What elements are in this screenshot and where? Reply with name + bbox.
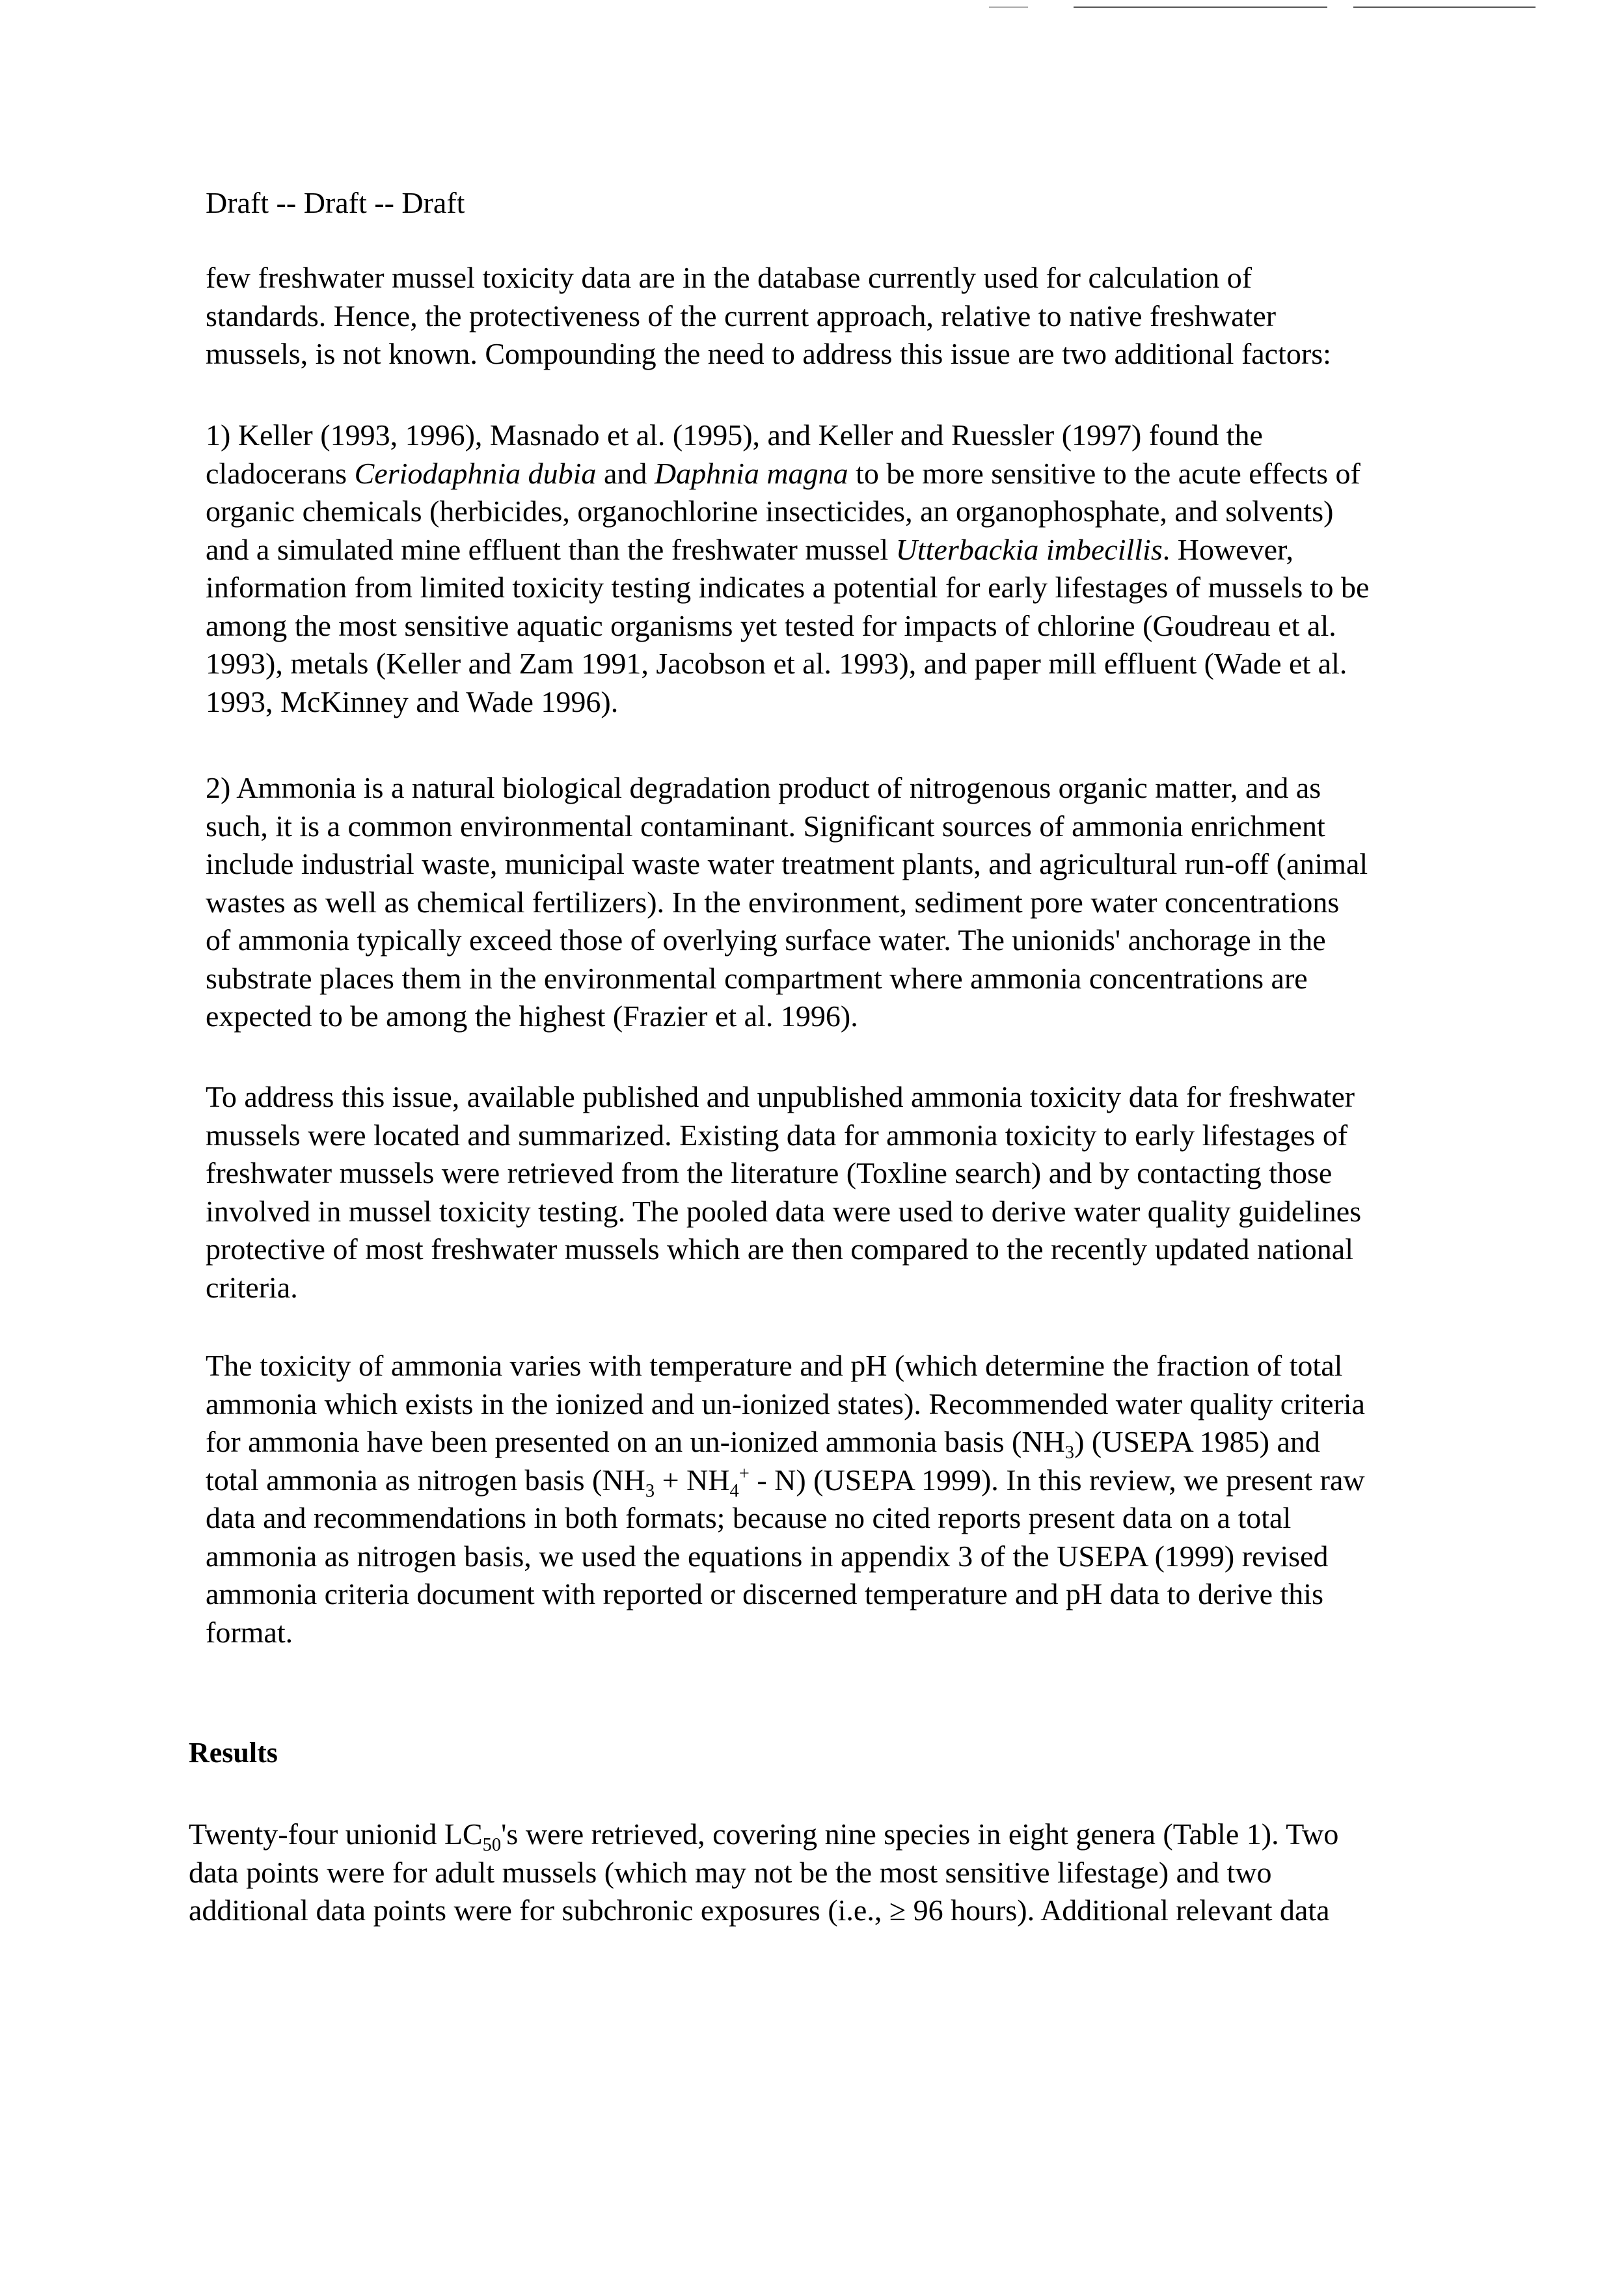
text-line: protective of most freshwater mussels which are then compared to the recently updated national bbox=[206, 1232, 1353, 1266]
paragraph-toxicity bbox=[206, 1347, 1507, 1651]
text-line: such, it is a common environmental contaminant. Significant sources of ammonia enrichment bbox=[206, 809, 1325, 843]
text-line: To address this issue, available published and unpublished ammonia toxicity data for freshwater bbox=[206, 1080, 1355, 1113]
text-line: among the most sensitive aquatic organisms yet tested for impacts of chlorine (Goudreau et al. bbox=[206, 608, 1336, 642]
text-line: standards. Hence, the protectiveness of the current approach, relative to native freshwater bbox=[206, 299, 1277, 333]
text-line: and a simulated mine effluent than the freshwater mussel Utterbackia imbecillis. However, bbox=[206, 532, 1293, 566]
text-line: The toxicity of ammonia varies with temperature and pH (which determine the fraction of total bbox=[206, 1349, 1343, 1382]
text-line: ammonia criteria document with reported or discerned temperature and pH data to derive this bbox=[206, 1577, 1323, 1610]
text-line: 2) Ammonia is a natural biological degradation product of nitrogenous organic matter, and as bbox=[206, 771, 1321, 804]
paragraph-results bbox=[189, 1815, 1490, 1930]
text-line: involved in mussel toxicity testing. The pooled data were used to derive water quality guidelines bbox=[206, 1194, 1362, 1228]
text-line: wastes as well as chemical fertilizers). In the environment, sediment pore water concentrations bbox=[206, 885, 1340, 919]
scan-rule bbox=[1353, 7, 1536, 8]
paragraph-factor-1 bbox=[206, 416, 1507, 721]
scan-rule bbox=[989, 7, 1028, 8]
text-line: cladocerans Ceriodaphnia dubia and Daphnia magna to be more sensitive to the acute effects of bbox=[206, 456, 1360, 490]
text-line: of ammonia typically exceed those of overlying surface water. The unionids' anchorage in the bbox=[206, 923, 1326, 957]
text-line: for ammonia have been presented on an un-ionized ammonia basis $(NH_3)$ (USEPA 1985) and bbox=[206, 1425, 1320, 1463]
paragraph-approach bbox=[206, 1078, 1507, 1307]
text-line: criteria. bbox=[206, 1270, 298, 1304]
text-line: Twenty-four unionid $LC_{50}'s$ were retrieved, covering nine species in eight genera (Table 1). Two bbox=[189, 1817, 1339, 1856]
text-line: data and recommendations in both formats; because no cited reports present data on a total bbox=[206, 1501, 1292, 1534]
text-line: 1) Keller (1993, 1996), Masnado et al. (1995), and Keller and Ruessler (1997) found the bbox=[206, 418, 1263, 452]
text-line: organic chemicals (herbicides, organochlorine insecticides, an organophosphate, and solvents) bbox=[206, 495, 1334, 528]
text-line: information from limited toxicity testing indicates a potential for early lifestages of mussels to be bbox=[206, 571, 1370, 604]
text-line: mussels were located and summarized. Existing data for ammonia toxicity to early lifestages of bbox=[206, 1118, 1348, 1152]
text-line: ammonia which exists in the ionized and un-ionized states). Recommended water quality criteria bbox=[206, 1387, 1365, 1420]
draft-header: Draft -- Draft -- Draft bbox=[206, 186, 465, 219]
text-line: additional data points were for subchronic exposures (i.e., ≥ 96 hours). Additional relevant data bbox=[189, 1894, 1330, 1927]
text-line: 1993), metals (Keller and Zam 1991, Jacobson et al. 1993), and paper mill effluent (Wade et al. bbox=[206, 647, 1347, 680]
text-line: mussels, is not known. Compounding the need to address this issue are two additional factors: bbox=[206, 337, 1331, 370]
text-line: total ammonia as nitrogen basis $(NH_3 + NH_4^+ - N)$ (USEPA 1999). In this review, we present raw bbox=[206, 1463, 1365, 1501]
text-line: ammonia as nitrogen basis, we used the equations in appendix 3 of the USEPA (1999) revised bbox=[206, 1539, 1329, 1573]
text-line: substrate places them in the environmental compartment where ammonia concentrations are bbox=[206, 961, 1308, 995]
text-line: data points were for adult mussels (which may not be the most sensitive lifestage) and two bbox=[189, 1855, 1272, 1889]
results-heading: Results bbox=[189, 1737, 278, 1769]
paragraph-intro bbox=[206, 259, 1507, 374]
text-line: freshwater mussels were retrieved from the literature (Toxline search) and by contacting those bbox=[206, 1156, 1333, 1189]
text-line: 1993, McKinney and Wade 1996). bbox=[206, 685, 619, 718]
text-line: few freshwater mussel toxicity data are in the database currently used for calculation of bbox=[206, 261, 1252, 294]
text-line: format. bbox=[206, 1615, 293, 1649]
scan-rule bbox=[1074, 7, 1327, 8]
text-line: expected to be among the highest (Frazier et al. 1996). bbox=[206, 999, 858, 1033]
text-line: include industrial waste, municipal waste water treatment plants, and agricultural run-off (animal bbox=[206, 847, 1368, 880]
paragraph-factor-2 bbox=[206, 769, 1507, 1036]
